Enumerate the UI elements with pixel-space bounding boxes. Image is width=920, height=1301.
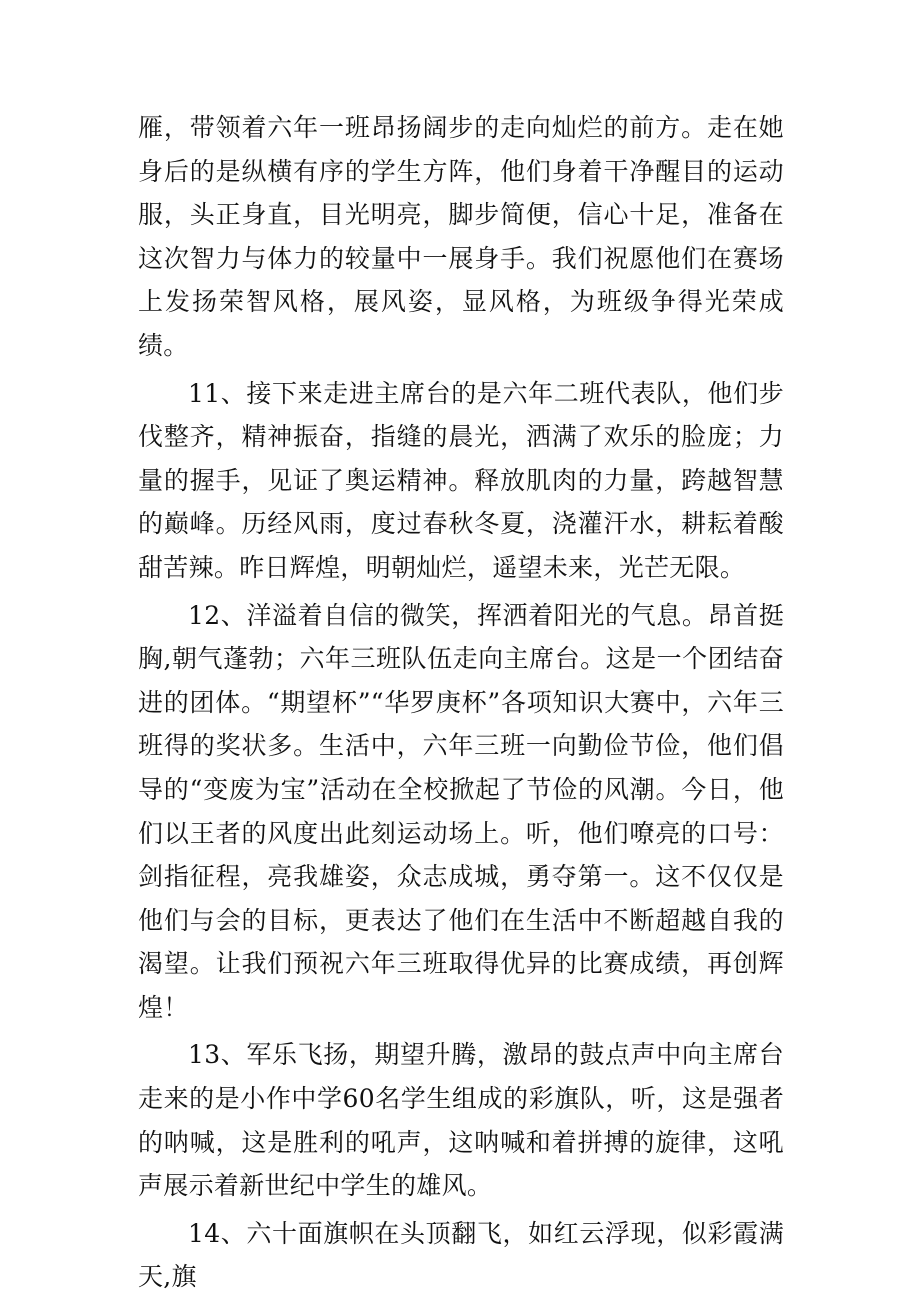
document-page — [138, 106, 784, 1299]
paragraph-14-start: 14、六十面旗帜在头顶翻飞，如红云浮现，似彩霞满天,旗 — [138, 1218, 784, 1292]
paragraph-12: 12、洋溢着自信的微笑，挥洒着阳光的气息。昂首挺胸,朝气蓬勃；六年三班队伍走向主席台。这是一个团结奋进的团体。“期望杯”“华罗庚杯”各项知识大赛中，六年三班得的奖状多。生活中，六年三班一向勤俭节俭，他们倡导的“变废为宝”活动在全校掀起了节俭的风潮。今日，他们以王者的风度出此刻运动场上。听，他们嘹亮的口号：剑指征程，亮我雄姿，众志成城，勇夺第一。这不仅仅是他们与会的目标，更表达了他们在生活中不断超越自我的渴望。让我们预祝六年三班取得优异的比赛成绩，再创辉煌！ — [138, 600, 784, 1022]
paragraph-13: 13、军乐飞扬，期望升腾，激昂的鼓点声中向主席台走来的是小作中学60名学生组成的彩旗队，听，这是强者的呐喊，这是胜利的吼声，这呐喊和着拼搏的旋律，这吼声展示着新世纪中学生的雄风。 — [138, 1040, 784, 1201]
paragraph-10-continuation: 雁，带领着六年一班昂扬阔步的走向灿烂的前方。走在她身后的是纵横有序的学生方阵，他们身着干净醒目的运动服，头正身直，目光明亮，脚步简便，信心十足，准备在这次智力与体力的较量中一展身手。我们祝愿他们在赛场上发扬荣智风格，展风姿，显风格，为班级争得光荣成绩。 — [138, 113, 784, 360]
paragraph-11: 11、接下来走进主席台的是六年二班代表队，他们步伐整齐，精神振奋，指缝的晨光，洒满了欢乐的脸庞；力量的握手，见证了奥运精神。释放肌肉的力量，跨越智慧的巅峰。历经风雨，度过春秋冬夏，浇灌汗水，耕耘着酸甜苦辣。昨日辉煌，明朝灿烂，遥望未来，光芒无限。 — [138, 378, 784, 582]
